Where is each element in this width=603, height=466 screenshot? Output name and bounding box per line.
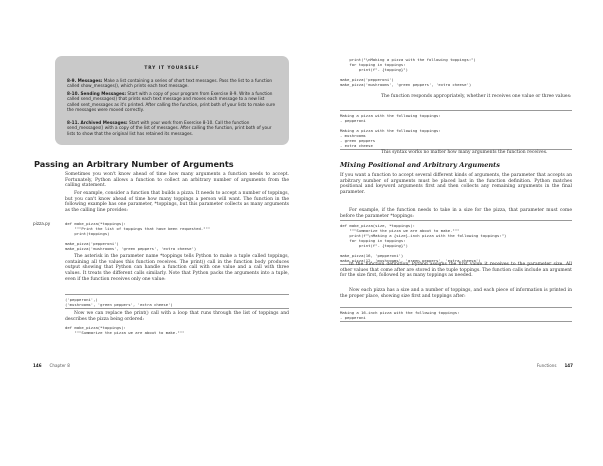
exercise-8-9: 8-9. Messages: Make a list containing a series of short text messages. Pass the list to a function called show_messages(), which prints each text message. bbox=[67, 78, 273, 89]
paragraph: If you want a function to accept several different kinds of arguments, the parameter that accepts an arbitrary number of arguments must be placed last in the function definition. Python matches positional and keyword arguments first and then collects any remaining arguments in the final parameter. bbox=[340, 173, 572, 196]
try-it-yourself-box bbox=[55, 56, 289, 145]
paragraph: For example, if the function needs to take in a size for the pizza, that parameter must come before the parameter *toppings: bbox=[340, 208, 572, 219]
page-number: 146 bbox=[33, 363, 42, 368]
exercise-8-10: 8-10. Sending Messages: Start with a copy of your program from Exercise 8-9. Write a function called send_messages() that prints each text message and moves each message to a new list called sent_messages as it's printed. After calling the function, print both of your lists to make sure the messages were moved correctly. bbox=[67, 91, 276, 112]
left-page bbox=[0, 0, 301, 466]
paragraph: Sometimes you won't know ahead of time how many arguments a function needs to accept. Fortunately, Python allows a function to collect an arbitrary number of arguments from the calling statement. bbox=[65, 172, 289, 189]
running-head: Functions bbox=[536, 363, 557, 368]
paragraph: The function responds appropriately, whether it receives one value or three values: bbox=[381, 94, 572, 99]
subsection-heading: Mixing Positional and Arbitrary Arguments bbox=[340, 161, 500, 169]
running-head: Chapter 8 bbox=[49, 363, 70, 368]
file-label: pizza.py bbox=[33, 221, 51, 226]
paragraph: Now each pizza has a size and a number of toppings, and each piece of information is printed in the proper place, showing size first and toppings after: bbox=[340, 288, 572, 299]
code-block: def make_pizza(*toppings): """Summarize the pizza we are about to make.""" bbox=[65, 325, 185, 335]
exercise-8-11: 8-11. Archived Messages: Start with your work from Exercise 8-10. Call the function send_messages() with a copy of the list of messages. After calling the function, print both of your lists to show that the original list has retained its messages. bbox=[67, 120, 272, 136]
output-block: ('pepperoni',) ('mushrooms', 'green peppers', 'extra cheese') bbox=[65, 294, 289, 309]
code-block: print("\nMaking a pizza with the following toppings:") for topping in toppings: print(f"- {topping}") make_pizza('pepperoni') make_pizza('mushrooms', 'green peppers', 'extra cheese') bbox=[340, 57, 476, 87]
paragraph: Now we can replace the print() call with a loop that runs through the list of toppings and describes the pizza being ordered: bbox=[65, 311, 289, 322]
section-heading: Passing an Arbitrary Number of Arguments bbox=[34, 159, 234, 169]
code-block: def make_pizza(*toppings): """Print the list of toppings that have been requested.""" print(toppings) make_pizza('pepperoni') make_pizza('mushrooms', 'green peppers', 'extra cheese') bbox=[65, 221, 211, 251]
output-block: Making a 16-inch pizza with the following toppings: - pepperoni bbox=[340, 307, 572, 322]
code-block: def make_pizza(size, *toppings): """Summarize the pizza we are about to make.""" print(f"\nMaking a {size}-inch pizza with the following toppings:") for topping in toppings: print(f"- {topping}") make_pizza(16, 'pepperoni') make_pizza(12, 'mushrooms', 'green peppers', 'extra cheese') bbox=[340, 220, 572, 265]
paragraph: In the function definition, Python assigns the first value it receives to the parameter size. All other values that come after are stored in the tuple toppings. The function calls include an argument for the size first, followed by as many toppings as needed. bbox=[340, 262, 572, 279]
output-block: Making a pizza with the following toppings: - pepperoni Making a pizza with the following toppings: - mushrooms - green peppers - extra cheese bbox=[340, 110, 572, 150]
try-it-yourself-title: TRY IT YOURSELF bbox=[144, 66, 200, 71]
paragraph: The asterisk in the parameter name *toppings tells Python to make a tuple called toppings, containing all the values this function receives. The print() call in the function body produces output showing that Python can handle a function call with one value and a call with three values. It treats the different calls similarly. Note that Python packs the arguments into a tuple, even if the function receives only one value: bbox=[65, 254, 289, 282]
paragraph: This syntax works no matter how many arguments the function receives. bbox=[381, 150, 548, 155]
folio bbox=[537, 363, 573, 368]
page-number: 147 bbox=[564, 363, 573, 368]
folio bbox=[33, 363, 70, 368]
paragraph: For example, consider a function that builds a pizza. It needs to accept a number of toppings, but you can't know ahead of time how many toppings a person will want. The function in the following example has one parameter, *toppings, but this parameter collects as many arguments as the calling line provides: bbox=[65, 191, 289, 214]
right-page bbox=[302, 0, 603, 466]
